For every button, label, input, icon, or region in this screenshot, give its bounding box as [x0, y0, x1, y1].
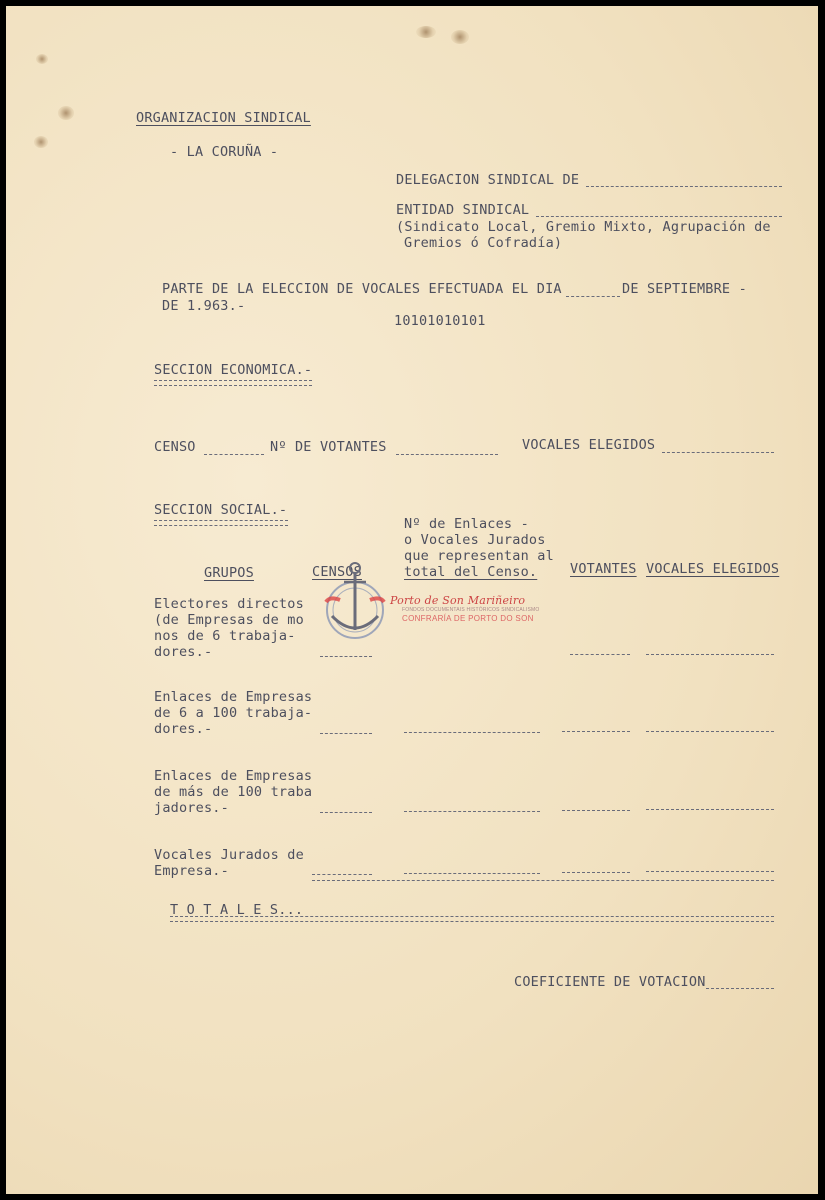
title-line-2: DE 1.963.-: [162, 298, 246, 314]
row-4-enlaces[interactable]: [404, 873, 540, 874]
row-4-censos[interactable]: [312, 874, 372, 875]
row-2-enlaces[interactable]: [404, 732, 540, 733]
vocales-field[interactable]: [662, 452, 774, 453]
stain: [451, 30, 469, 44]
heading-underline: [154, 380, 312, 386]
heading-underline: [154, 520, 288, 526]
row-3-enlaces[interactable]: [404, 811, 540, 812]
entidad-note-1: (Sindicato Local, Gremio Mixto, Agrupación de: [396, 219, 771, 235]
watermark-org: CONFRARÍA DE PORTO DO SON: [402, 614, 534, 623]
vocales-label: VOCALES ELEGIDOS: [522, 437, 656, 453]
enlaces-note-2: o Vocales Jurados: [404, 532, 546, 548]
row-3-line-3: jadores.-: [154, 800, 229, 816]
row-1-line-3: nos de 6 trabaja-: [154, 628, 296, 644]
row-3-censos[interactable]: [320, 812, 372, 813]
row-1-line-4: dores.-: [154, 644, 213, 660]
stain: [34, 136, 48, 148]
censo-label: CENSO: [154, 439, 196, 455]
enlaces-note-1: Nº de Enlaces -: [404, 516, 529, 532]
delegacion-label: DELEGACION SINDICAL DE: [396, 172, 580, 188]
totales-underline: [170, 916, 774, 922]
code-number: 10101010101: [394, 313, 486, 329]
row-1-censos[interactable]: [320, 656, 372, 657]
censo-field[interactable]: [204, 454, 264, 455]
stain: [36, 54, 48, 64]
day-field[interactable]: [566, 296, 620, 297]
row-1-line-1: Electores directos: [154, 596, 304, 612]
row-2-votantes[interactable]: [562, 731, 630, 732]
org-name: ORGANIZACION SINDICAL: [136, 110, 311, 126]
row-4-line-2: Empresa.-: [154, 863, 229, 879]
coeficiente-label: COEFICIENTE DE VOTACION: [514, 974, 706, 990]
col-grupos: GRUPOS: [204, 565, 254, 581]
row-3-line-1: Enlaces de Empresas: [154, 768, 313, 784]
totales-label: T O T A L E S...: [170, 902, 304, 918]
totals-separator: [312, 880, 774, 881]
entidad-note-2: Gremios ó Cofradía): [404, 235, 563, 251]
row-2-line-3: dores.-: [154, 721, 213, 737]
col-vocales: VOCALES ELEGIDOS: [646, 561, 780, 577]
title-line-1: PARTE DE LA ELECCION DE VOCALES EFECTUADA EL DIA: [162, 281, 562, 297]
row-2-vocales[interactable]: [646, 731, 774, 732]
row-1-vocales[interactable]: [646, 654, 774, 655]
economica-heading: SECCION ECONOMICA.-: [154, 362, 313, 378]
entidad-label: ENTIDAD SINDICAL: [396, 202, 530, 218]
row-4-vocales[interactable]: [646, 871, 774, 872]
stain: [416, 26, 436, 38]
coeficiente-field[interactable]: [706, 988, 774, 989]
document-page: [6, 6, 818, 1194]
row-4-line-1: Vocales Jurados de: [154, 847, 304, 863]
delegacion-field[interactable]: [586, 186, 782, 187]
city: - LA CORUÑA -: [170, 144, 279, 160]
row-2-censos[interactable]: [320, 733, 372, 734]
social-heading: SECCION SOCIAL.-: [154, 502, 288, 518]
row-2-line-2: de 6 a 100 trabaja-: [154, 705, 313, 721]
row-2-line-1: Enlaces de Empresas: [154, 689, 313, 705]
row-3-vocales[interactable]: [646, 809, 774, 810]
row-3-line-2: de más de 100 traba: [154, 784, 313, 800]
enlaces-note-4: total del Censo.: [404, 564, 538, 580]
stain: [58, 106, 74, 120]
entidad-field[interactable]: [536, 216, 782, 217]
title-line-1b: DE SEPTIEMBRE -: [622, 281, 747, 297]
row-1-line-2: (de Empresas de mo: [154, 612, 304, 628]
votantes-field[interactable]: [396, 454, 498, 455]
watermark-sub: FONDOS DOCUMENTAIS HISTÓRICOS SINDICALISMO: [402, 607, 540, 613]
watermark-brand: Porto de Son Mariñeiro: [390, 594, 526, 607]
row-1-votantes[interactable]: [570, 654, 630, 655]
enlaces-note-3: que representan al: [404, 548, 554, 564]
votantes-label: Nº DE VOTANTES: [270, 439, 387, 455]
col-censos: CENSOS: [312, 564, 362, 580]
row-4-votantes[interactable]: [562, 872, 630, 873]
anchor-stamp-icon: [320, 558, 390, 648]
col-votantes: VOTANTES: [570, 561, 637, 577]
row-3-votantes[interactable]: [562, 810, 630, 811]
